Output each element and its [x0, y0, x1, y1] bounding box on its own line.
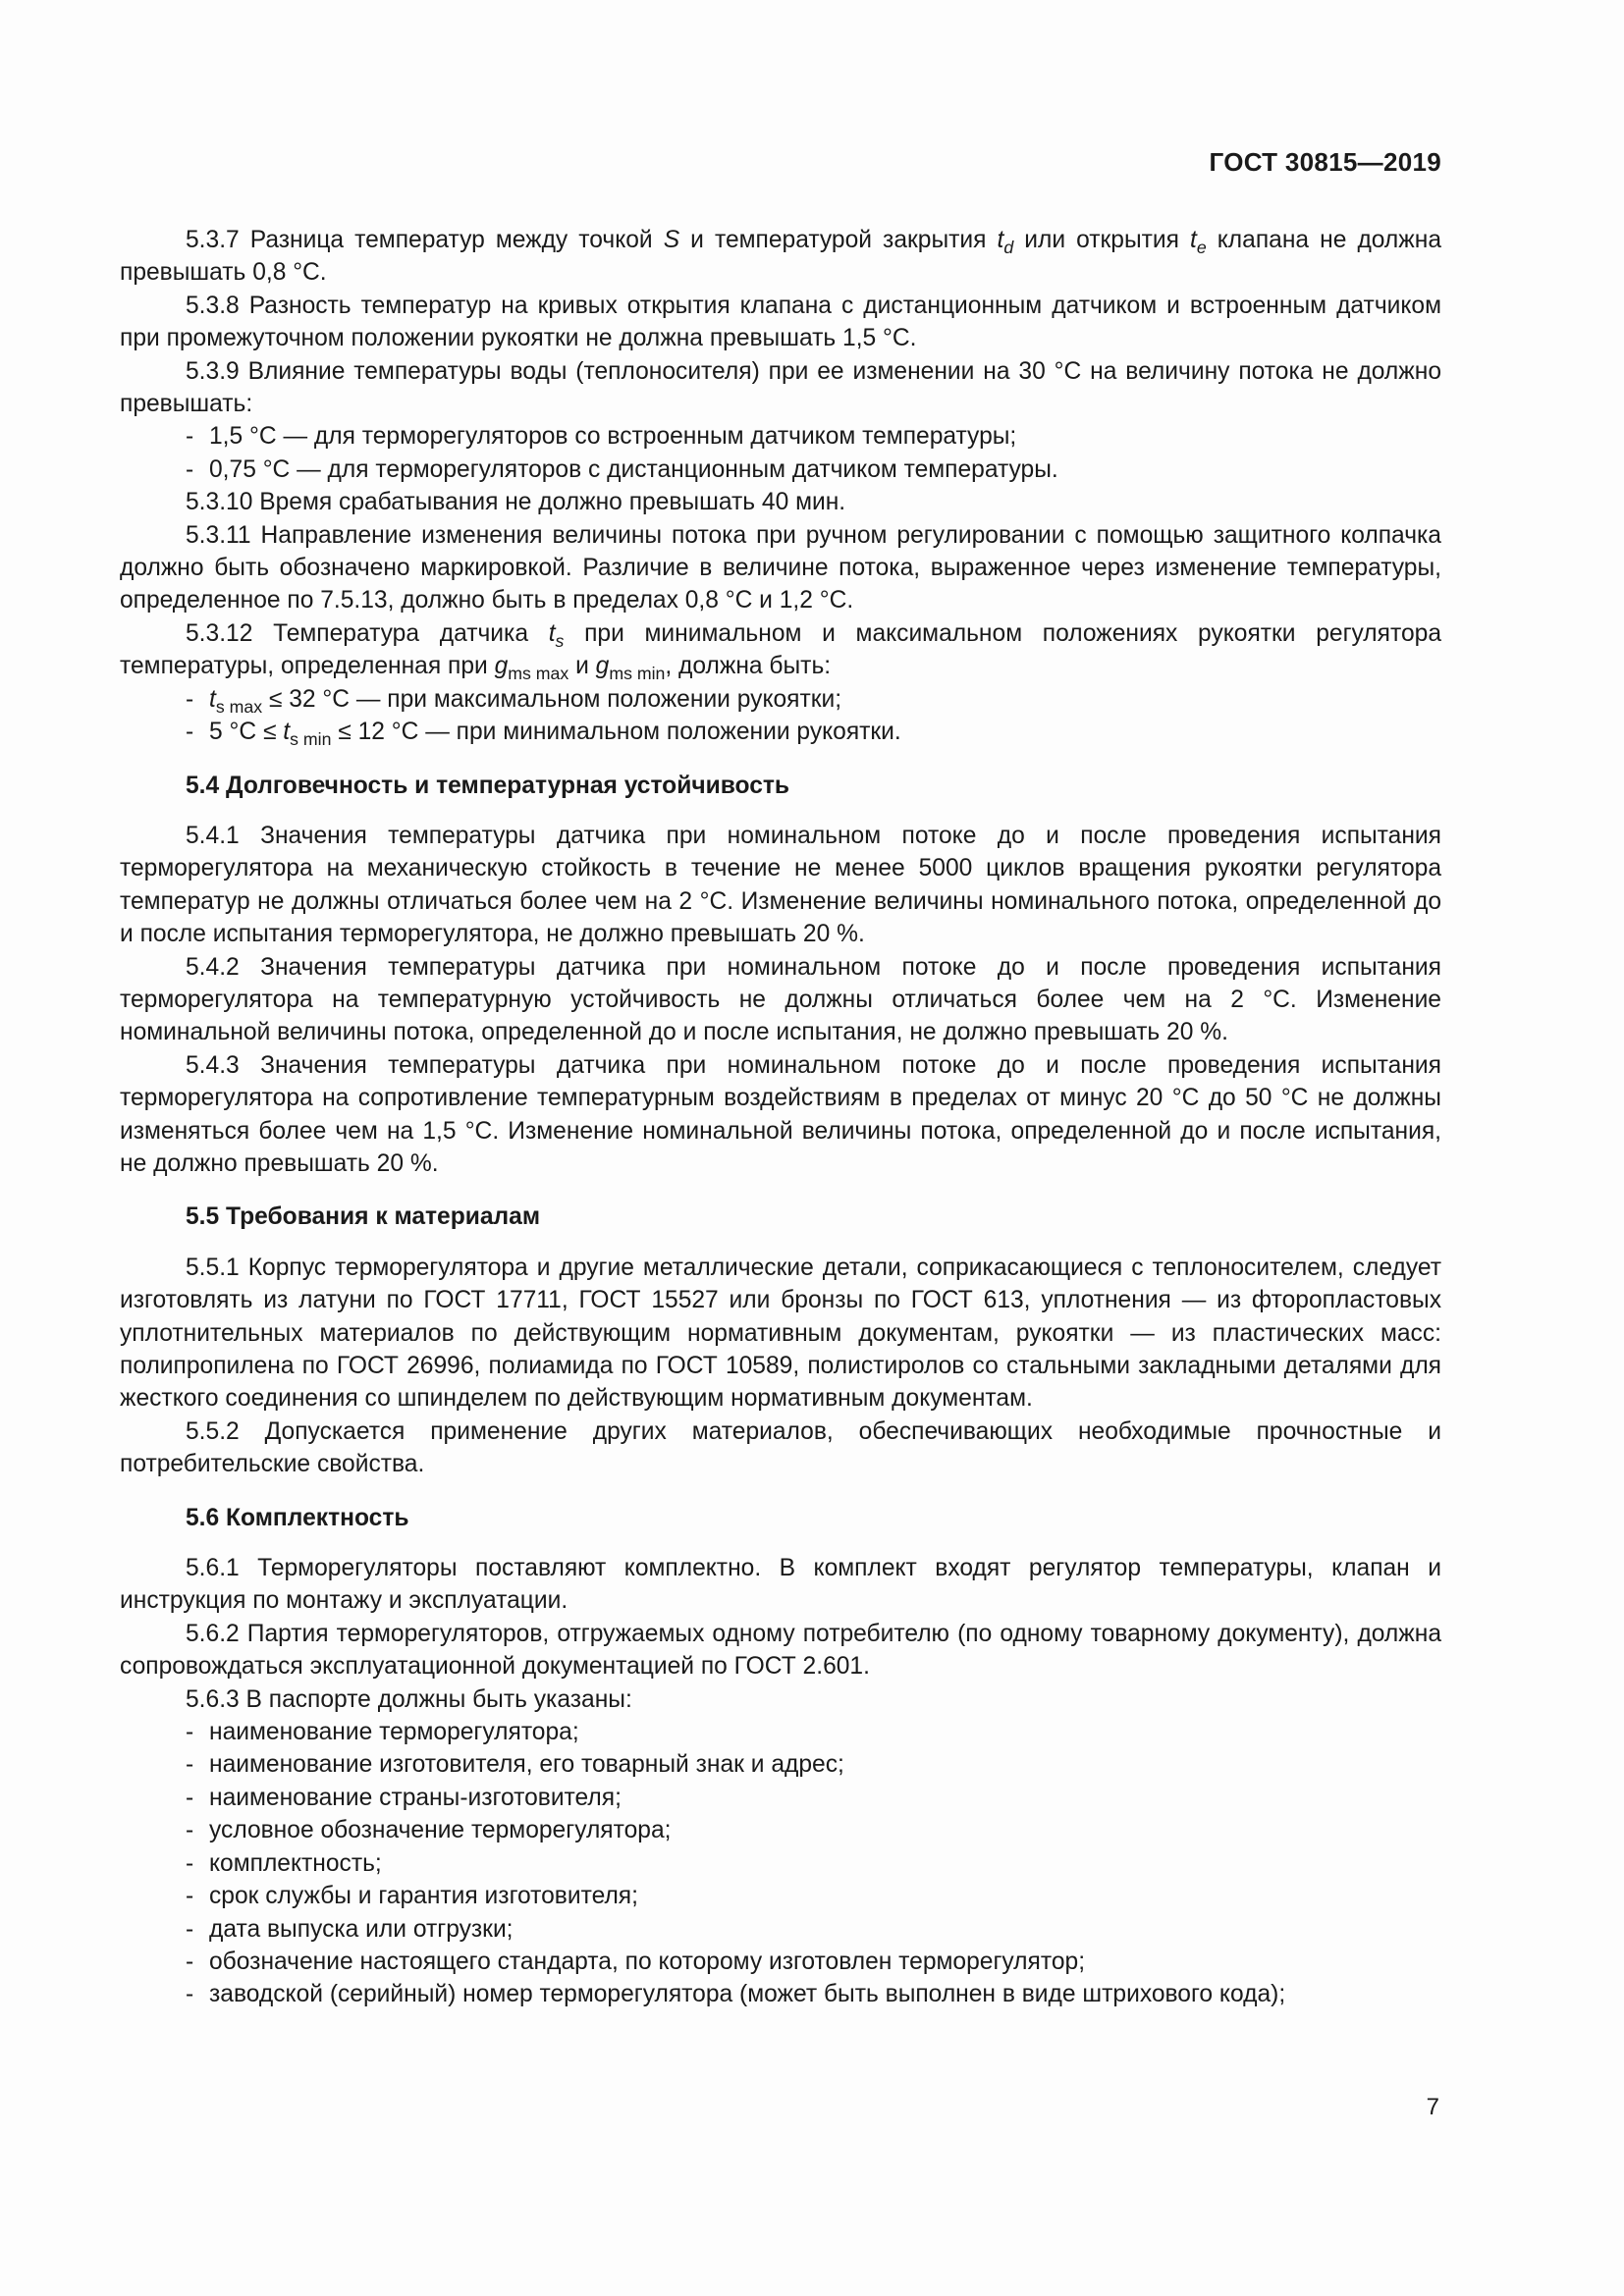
- list-item: - комплектность;: [186, 1849, 382, 1877]
- clause-5-5-1: 5.5.1 Корпус терморегулятора и другие металлические детали, соприкасающиеся с теплоносителем, следует изготовлять из латуни по ГОСТ 17711, ГОСТ 15527 или бронзы по ГОСТ 613, уплотнения — из фторопластовых уплотнительных материалов по действующим нормативным документам, рукоятки — из пластических масс: полипропилена по ГОСТ 26996, полиамида по ГОСТ 10589, полистиролов со стальными закладными деталями для жесткого соединения со шпинделем по действующим нормативным документам.: [120, 1254, 1441, 1413]
- clause-5-4-1: 5.4.1 Значения температуры датчика при номинальном потоке до и после проведения испытания терморегулятора на механическую стойкость в течение не менее 5000 циклов вращения рукоятки регулятора температур не должны отличаться более чем на 2 °С. Изменение величины номинального потока, определенной до и после испытания терморегулятора, не должно превышать 20 %.: [120, 822, 1441, 948]
- clause-5-3-7: 5.3.7 Разница температур между точкой S и температурой закрытия $t_d$ или открытия $t_e$ клапана не должна превышать 0,8 °С.: [120, 227, 1441, 287]
- clause-5-6-3: 5.6.3 В паспорте должны быть указаны:: [186, 1685, 632, 1713]
- list-item: - обозначение настоящего стандарта, по которому изготовлен терморегулятор;: [186, 1948, 1086, 1975]
- section-heading-5-5: 5.5 Требования к материалам: [186, 1203, 541, 1231]
- clause-5-5-2: 5.5.2 Допускается применение других материалов, обеспечивающих необходимые прочностные и потребительские свойства.: [120, 1417, 1441, 1478]
- list-item: - наименование изготовителя, его товарный знак и адрес;: [186, 1751, 844, 1779]
- list-item: - 1,5 °С — для терморегуляторов со встроенным датчиком температуры;: [186, 423, 1017, 451]
- list-item: - условное обозначение терморегулятора;: [186, 1817, 672, 1844]
- list-item: - наименование терморегулятора;: [186, 1719, 579, 1746]
- clause-5-3-11: 5.3.11 Направление изменения величины потока при ручном регулировании с помощью защитного колпачка должно быть обозначено маркировкой. Различие в величине потока, выраженное через изменение температуры, определенное по 7.5.13, должно быть в пределах 0,8 °С и 1,2 °С.: [120, 521, 1441, 614]
- list-item: - заводской (серийный) номер терморегулятора (может быть выполнен в виде штрихового кода);: [186, 1981, 1286, 2008]
- clause-5-3-9: 5.3.9 Влияние температуры воды (теплоносителя) при ее изменении на 30 °С на величину потока не должно превышать:: [120, 357, 1441, 418]
- section-heading-5-6: 5.6 Комплектность: [186, 1504, 409, 1531]
- clause-5-3-8: 5.3.8 Разность температур на кривых открытия клапана с дистанционным датчиком и встроенным датчиком при промежуточном положении рукоятки не должна превышать 1,5 °С.: [120, 292, 1441, 352]
- clause-5-4-2: 5.4.2 Значения температуры датчика при номинальном потоке до и после проведения испытания терморегулятора на температурную устойчивость не должны отличаться более чем на 2 °С. Изменение номинальной величины потока, определенной до и после испытания, не должно превышать 20 %.: [120, 953, 1441, 1046]
- clause-5-3-12: 5.3.12 Температура датчика $t_s$ при минимальном и максимальном положениях рукоятки регулятора температуры, определенная при $g_{ms max}$ и $g_{ms min}$, должна быть:: [120, 619, 1441, 684]
- list-item: - $t_{s max} \le 32$ °С — при максимальном положении рукоятки;: [186, 685, 842, 717]
- document-body: [120, 224, 1441, 2011]
- page-number: 7: [1426, 2094, 1439, 2120]
- clause-5-6-2: 5.6.2 Партия терморегуляторов, отгружаемых одному потребителю (по одному товарному документу), должна сопровождаться эксплуатационной документацией по ГОСТ 2.601.: [120, 1620, 1441, 1681]
- clause-5-3-10: 5.3.10 Время срабатывания не должно превышать 40 мин.: [186, 489, 846, 516]
- document-code-header: ГОСТ 30815—2019: [1209, 147, 1441, 177]
- section-heading-5-4: 5.4 Долговечность и температурная устойчивость: [186, 772, 790, 799]
- list-item: - 0,75 °С — для терморегуляторов с дистанционным датчиком температуры.: [186, 455, 1058, 483]
- list-item: - наименование страны-изготовителя;: [186, 1784, 622, 1811]
- clause-5-6-1: 5.6.1 Терморегуляторы поставляют комплектно. В комплект входят регулятор температуры, клапан и инструкция по монтажу и эксплуатации.: [120, 1555, 1441, 1615]
- list-item: - дата выпуска или отгрузки;: [186, 1915, 514, 1943]
- list-item: - срок службы и гарантия изготовителя;: [186, 1883, 638, 1910]
- clause-5-4-3: 5.4.3 Значения температуры датчика при номинальном потоке до и после проведения испытания терморегулятора на сопротивление температурным воздействиям в пределах от минус 20 °С до 50 °С не должны изменяться более чем на 1,5 °С. Изменение номинальной величины потока, определенной до и после испытания, не должно превышать 20 %.: [120, 1051, 1441, 1177]
- list-item: - 5 $^\circ С \le t_{s min} \le 12$ °С — при минимальном положении рукоятки.: [186, 719, 901, 750]
